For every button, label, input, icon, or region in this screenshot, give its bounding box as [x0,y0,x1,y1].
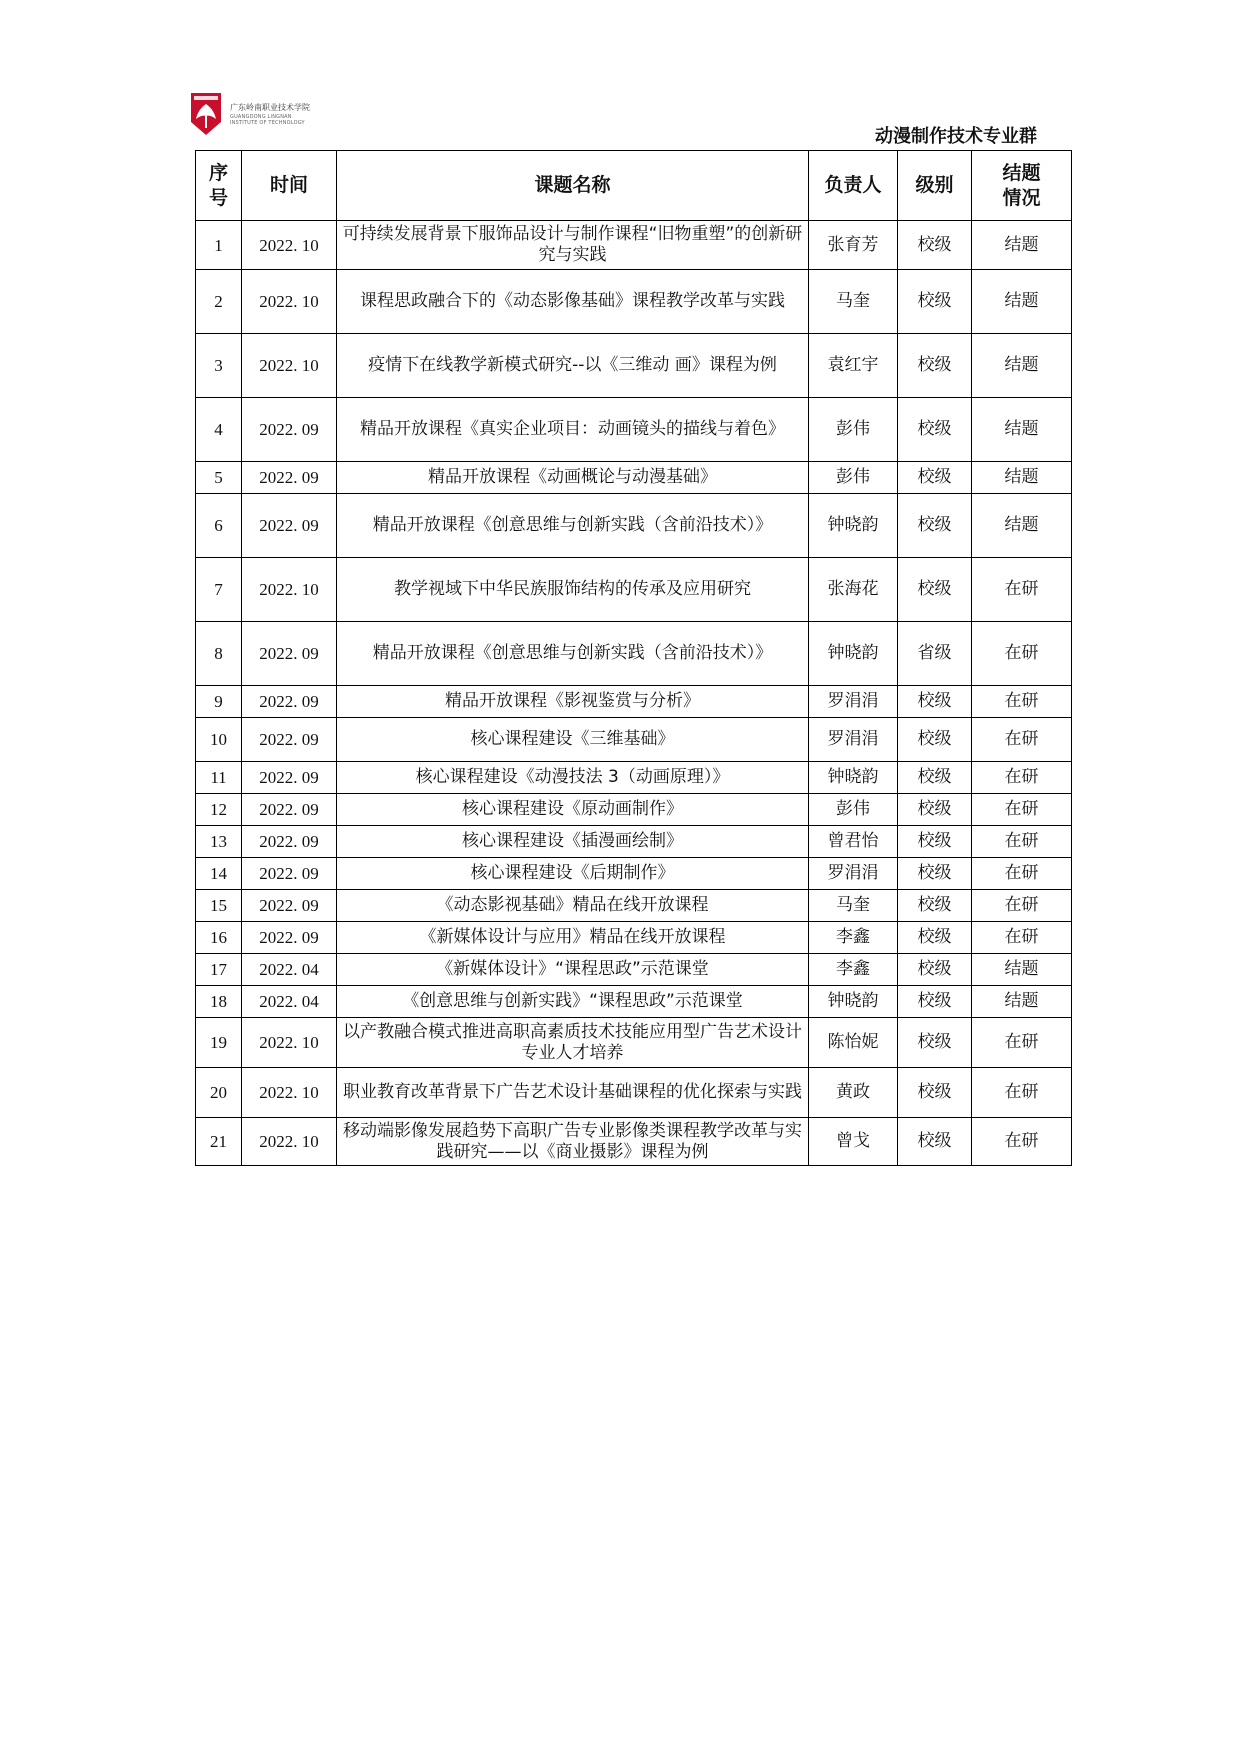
cell-status: 结题 [972,270,1072,334]
cell-topic: 精品开放课程《影视鉴赏与分析》 [337,686,809,718]
table-header-row [196,151,1072,221]
cell-status: 结题 [972,494,1072,558]
cell-no: 11 [196,762,242,794]
cell-owner: 陈怡妮 [809,1018,898,1068]
header-status: 结题情况 [972,151,1072,221]
cell-no: 3 [196,334,242,398]
cell-time: 2022. 10 [242,1068,337,1118]
cell-no: 13 [196,826,242,858]
logo-text-cn: 广东岭南职业技术学院 [230,103,310,112]
cell-topic: 核心课程建设《原动画制作》 [337,794,809,826]
cell-status: 在研 [972,794,1072,826]
cell-no: 12 [196,794,242,826]
cell-topic: 《创意思维与创新实践》“课程思政”示范课堂 [337,986,809,1018]
cell-topic: 核心课程建设《三维基础》 [337,718,809,762]
cell-topic: 疫情下在线教学新模式研究--以《三维动 画》课程为例 [337,334,809,398]
cell-topic: 精品开放课程《创意思维与创新实践（含前沿技术）》 [337,494,809,558]
cell-status: 结题 [972,398,1072,462]
cell-no: 14 [196,858,242,890]
school-emblem-icon [190,92,222,136]
table-row [196,622,1072,686]
cell-level: 校级 [898,398,972,462]
cell-no: 9 [196,686,242,718]
cell-time: 2022. 09 [242,794,337,826]
cell-level: 校级 [898,1068,972,1118]
cell-owner: 罗涓涓 [809,686,898,718]
cell-topic: 核心课程建设《后期制作》 [337,858,809,890]
cell-owner: 曾君怡 [809,826,898,858]
cell-time: 2022. 09 [242,462,337,494]
cell-level: 校级 [898,1018,972,1068]
cell-level: 校级 [898,922,972,954]
cell-level: 校级 [898,718,972,762]
cell-no: 20 [196,1068,242,1118]
table-row [196,270,1072,334]
cell-time: 2022. 09 [242,858,337,890]
cell-status: 在研 [972,858,1072,890]
cell-status: 在研 [972,826,1072,858]
group-title: 动漫制作技术专业群 [875,126,1037,147]
cell-time: 2022. 10 [242,1118,337,1166]
table-row [196,890,1072,922]
table-row [196,686,1072,718]
cell-time: 2022. 10 [242,270,337,334]
table-row [196,1068,1072,1118]
cell-status: 结题 [972,462,1072,494]
cell-no: 17 [196,954,242,986]
cell-owner: 张育芳 [809,221,898,270]
cell-owner: 张海花 [809,558,898,622]
cell-topic: 《新媒体设计与应用》精品在线开放课程 [337,922,809,954]
cell-owner: 彭伟 [809,398,898,462]
cell-owner: 钟晓韵 [809,494,898,558]
cell-status: 在研 [972,558,1072,622]
cell-level: 校级 [898,762,972,794]
cell-level: 校级 [898,858,972,890]
cell-time: 2022. 09 [242,398,337,462]
cell-level: 校级 [898,334,972,398]
cell-topic: 课程思政融合下的《动态影像基础》课程教学改革与实践 [337,270,809,334]
cell-level: 校级 [898,494,972,558]
cell-topic: 《新媒体设计》“课程思政”示范课堂 [337,954,809,986]
cell-status: 结题 [972,986,1072,1018]
cell-no: 21 [196,1118,242,1166]
cell-level: 校级 [898,986,972,1018]
cell-topic: 核心课程建设《动漫技法 3（动画原理）》 [337,762,809,794]
cell-level: 校级 [898,954,972,986]
cell-level: 校级 [898,462,972,494]
header-owner: 负责人 [809,151,898,221]
cell-time: 2022. 04 [242,954,337,986]
cell-time: 2022. 09 [242,890,337,922]
cell-topic: 核心课程建设《插漫画绘制》 [337,826,809,858]
cell-no: 8 [196,622,242,686]
cell-status: 在研 [972,890,1072,922]
cell-status: 在研 [972,686,1072,718]
table-row [196,922,1072,954]
cell-time: 2022. 09 [242,762,337,794]
cell-status: 在研 [972,1118,1072,1166]
cell-owner: 罗涓涓 [809,718,898,762]
table-row [196,1118,1072,1166]
logo-text-en-line1: GUANGDONG LINGNAN [230,114,292,120]
cell-owner: 袁红宇 [809,334,898,398]
header-level: 级别 [898,151,972,221]
cell-owner: 钟晓韵 [809,622,898,686]
table-row [196,398,1072,462]
cell-time: 2022. 09 [242,494,337,558]
cell-topic: 教学视域下中华民族服饰结构的传承及应用研究 [337,558,809,622]
cell-time: 2022. 09 [242,718,337,762]
logo-text-en [230,114,305,126]
cell-owner: 马奎 [809,270,898,334]
cell-no: 19 [196,1018,242,1068]
cell-owner: 彭伟 [809,794,898,826]
table-row [196,462,1072,494]
cell-time: 2022. 10 [242,334,337,398]
cell-time: 2022. 10 [242,221,337,270]
cell-level: 校级 [898,890,972,922]
cell-owner: 马奎 [809,890,898,922]
table-row [196,826,1072,858]
cell-time: 2022. 10 [242,558,337,622]
cell-status: 在研 [972,718,1072,762]
cell-level: 校级 [898,794,972,826]
cell-level: 校级 [898,826,972,858]
cell-status: 在研 [972,622,1072,686]
cell-topic: 移动端影像发展趋势下高职广告专业影像类课程教学改革与实践研究——以《商业摄影》课程为例 [337,1118,809,1166]
cell-topic: 精品开放课程《动画概论与动漫基础》 [337,462,809,494]
cell-time: 2022. 09 [242,826,337,858]
table-row [196,794,1072,826]
school-logo [190,90,330,140]
cell-no: 5 [196,462,242,494]
cell-no: 18 [196,986,242,1018]
table-row [196,494,1072,558]
cell-time: 2022. 09 [242,686,337,718]
cell-status: 结题 [972,221,1072,270]
cell-time: 2022. 04 [242,986,337,1018]
table-row [196,762,1072,794]
header-time: 时间 [242,151,337,221]
table-row [196,858,1072,890]
table-row [196,986,1072,1018]
cell-status: 结题 [972,334,1072,398]
cell-level: 省级 [898,622,972,686]
cell-no: 2 [196,270,242,334]
cell-topic: 职业教育改革背景下广告艺术设计基础课程的优化探索与实践 [337,1068,809,1118]
header-topic: 课题名称 [337,151,809,221]
cell-owner: 李鑫 [809,922,898,954]
cell-topic: 以产教融合模式推进高职高素质技术技能应用型广告艺术设计专业人才培养 [337,1018,809,1068]
table-row [196,1018,1072,1068]
cell-no: 10 [196,718,242,762]
header-no: 序号 [196,151,242,221]
logo-text-en-line2: INSTITUTE OF TECHNOLOGY [230,120,305,126]
cell-level: 校级 [898,558,972,622]
cell-time: 2022. 09 [242,622,337,686]
table-row [196,558,1072,622]
cell-status: 在研 [972,922,1072,954]
table-row [196,221,1072,270]
table-row [196,718,1072,762]
cell-status: 在研 [972,1068,1072,1118]
cell-topic: 精品开放课程《创意思维与创新实践（含前沿技术）》 [337,622,809,686]
cell-status: 结题 [972,954,1072,986]
table-row [196,954,1072,986]
cell-level: 校级 [898,686,972,718]
cell-level: 校级 [898,221,972,270]
cell-no: 6 [196,494,242,558]
cell-topic: 可持续发展背景下服饰品设计与制作课程“旧物重塑”的创新研究与实践 [337,221,809,270]
cell-owner: 曾戈 [809,1118,898,1166]
cell-time: 2022. 09 [242,922,337,954]
cell-no: 1 [196,221,242,270]
cell-status: 在研 [972,1018,1072,1068]
cell-no: 16 [196,922,242,954]
cell-no: 7 [196,558,242,622]
table-row [196,334,1072,398]
cell-level: 校级 [898,1118,972,1166]
cell-topic: 精品开放课程《真实企业项目：动画镜头的描线与着色》 [337,398,809,462]
cell-owner: 罗涓涓 [809,858,898,890]
cell-owner: 李鑫 [809,954,898,986]
projects-table [195,150,1072,1166]
table-body [196,221,1072,1166]
cell-no: 4 [196,398,242,462]
cell-time: 2022. 10 [242,1018,337,1068]
cell-status: 在研 [972,762,1072,794]
cell-owner: 钟晓韵 [809,762,898,794]
cell-owner: 黄政 [809,1068,898,1118]
cell-owner: 钟晓韵 [809,986,898,1018]
cell-owner: 彭伟 [809,462,898,494]
cell-level: 校级 [898,270,972,334]
cell-no: 15 [196,890,242,922]
cell-topic: 《动态影视基础》精品在线开放课程 [337,890,809,922]
